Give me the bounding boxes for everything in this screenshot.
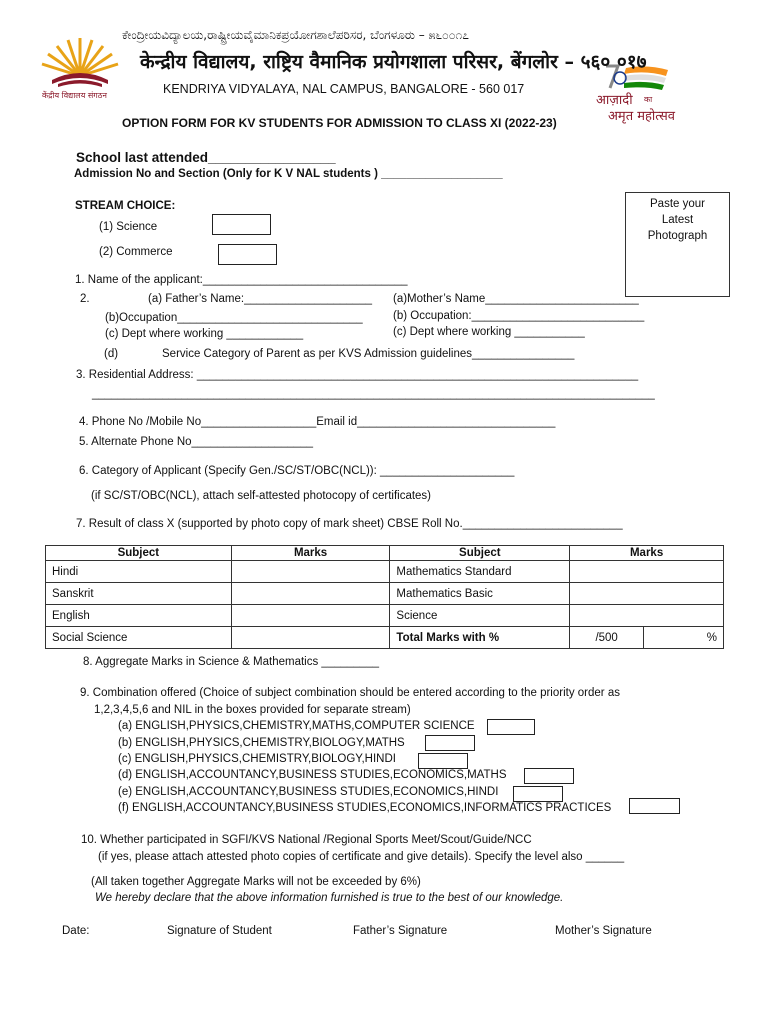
- combination-f: (f) ENGLISH,ACCOUNTANCY,BUSINESS STUDIES,ECONOMICS,INFORMATICS PRACTICES: [118, 802, 612, 814]
- azadi-text: आज़ादी: [596, 93, 633, 108]
- field-2d-number: (d): [104, 348, 119, 360]
- subject-cell: Mathematics Basic: [390, 583, 570, 605]
- header-kannada: ಕೇಂದ್ರೀಯವಿದ್ಯಾಲಯ,ರಾಷ್ಟ್ರೀಯವೈಮಾನಿಕಪ್ರಯೋಗಶಾಲೆಪರಿಸರ, ಬೆಂಗಳೂರು – ೫೬೦೦೧೭: [122, 28, 469, 42]
- marks-table: [45, 545, 724, 649]
- subject-cell: Sanskrit: [46, 583, 232, 605]
- category-field[interactable]: 6. Category of Applicant (Specify Gen./SC/ST/OBC(NCL)): _____________________: [79, 465, 515, 477]
- amrit-mahotsav-text: अमृत महोत्सव: [608, 109, 676, 124]
- residential-address-field[interactable]: 3. Residential Address: _____________________________________________________________________: [76, 369, 639, 381]
- stream-science-label: (1) Science: [99, 221, 158, 233]
- header-marks-2: Marks: [570, 546, 724, 561]
- combination-e: (e) ENGLISH,ACCOUNTANCY,BUSINESS STUDIES,ECONOMICS,HINDI: [118, 786, 499, 798]
- aggregate-marks-field[interactable]: 8. Aggregate Marks in Science & Mathematics _________: [83, 656, 379, 668]
- table-row: [46, 605, 724, 627]
- kvs-logo: [30, 32, 130, 104]
- marks-cell[interactable]: [570, 605, 724, 627]
- mother-occupation-field[interactable]: (b) Occupation:___________________________: [393, 310, 645, 322]
- combination-a: (a) ENGLISH,PHYSICS,CHEMISTRY,MATHS,COMPUTER SCIENCE: [118, 720, 475, 732]
- class-x-result-field[interactable]: 7. Result of class X (supported by photo copy of mark sheet) CBSE Roll No._________________________: [76, 518, 623, 530]
- table-header-row: [46, 546, 724, 561]
- total-marks-label: Total Marks with %: [390, 627, 570, 649]
- stream-choice-heading: STREAM CHOICE:: [75, 200, 176, 212]
- combination-a-box[interactable]: [487, 719, 535, 735]
- subject-cell: Mathematics Standard: [390, 561, 570, 583]
- photo-line-3: Photograph: [647, 230, 708, 242]
- alternate-phone-field[interactable]: 5. Alternate Phone No___________________: [79, 436, 314, 448]
- form-title: OPTION FORM FOR KV STUDENTS FOR ADMISSION TO CLASS XI (2022-23): [122, 116, 557, 130]
- table-row: [46, 561, 724, 583]
- subject-cell: Hindi: [46, 561, 232, 583]
- azadi-ka-text: का: [644, 95, 653, 104]
- student-signature-label: Signature of Student: [167, 925, 272, 937]
- combination-e-box[interactable]: [513, 786, 563, 802]
- category-note: (if SC/ST/OBC(NCL), attach self-attested photocopy of certificates): [91, 490, 432, 502]
- table-row: [46, 627, 724, 649]
- header-subject-1: Subject: [46, 546, 232, 561]
- stream-commerce-label: (2) Commerce: [99, 246, 173, 258]
- sports-participation-line-2[interactable]: (if yes, please attach attested photo copies of certificate and give details). Specify the level also ______: [98, 851, 625, 863]
- marks-cell[interactable]: [231, 605, 390, 627]
- combination-d-box[interactable]: [524, 768, 574, 784]
- service-category-field[interactable]: Service Category of Parent as per KVS Admission guidelines________________: [162, 348, 575, 360]
- combination-c-box[interactable]: [418, 753, 468, 769]
- school-last-attended: School last attended_________________: [76, 150, 336, 165]
- field-2-number: 2.: [80, 293, 90, 305]
- mother-signature-label: Mother’s Signature: [555, 925, 652, 937]
- marks-cell[interactable]: [570, 561, 724, 583]
- combination-c: (c) ENGLISH,PHYSICS,CHEMISTRY,BIOLOGY,HINDI: [118, 753, 396, 765]
- father-signature-label: Father’s Signature: [353, 925, 448, 937]
- header-marks-1: Marks: [231, 546, 390, 561]
- subject-cell: Social Science: [46, 627, 232, 649]
- marks-cell[interactable]: [570, 583, 724, 605]
- sports-participation-line-1: 10. Whether participated in SGFI/KVS National /Regional Sports Meet/Scout/Guide/NCC: [81, 834, 532, 846]
- science-checkbox[interactable]: [212, 214, 271, 235]
- header-hindi: केन्द्रीय विद्यालय, राष्ट्रिय वैमानिक प्रयोगशाला परिसर, बेंगलोर – ५६० ०१७: [140, 51, 647, 73]
- mother-name-field[interactable]: (a)Mother’s Name________________________: [393, 293, 639, 305]
- combination-b-box[interactable]: [425, 735, 475, 751]
- father-name-field[interactable]: (a) Father’s Name:____________________: [148, 293, 372, 305]
- header-english: KENDRIYA VIDYALAYA, NAL CAMPUS, BANGALORE - 560 017: [163, 82, 525, 96]
- father-occupation-field[interactable]: (b)Occupation_____________________________: [105, 312, 363, 324]
- marks-cell[interactable]: [231, 561, 390, 583]
- residential-address-line-2[interactable]: ________________________________________________________________________________________: [92, 388, 655, 400]
- mother-dept-field[interactable]: (c) Dept where working ___________: [393, 326, 585, 338]
- header-subject-2: Subject: [390, 546, 570, 561]
- declaration: We hereby declare that the above information furnished is true to the best of our knowledge.: [95, 892, 564, 904]
- subject-cell: English: [46, 605, 232, 627]
- father-dept-field[interactable]: (c) Dept where working ____________: [105, 328, 304, 340]
- aggregate-note: (All taken together Aggregate Marks will not be exceeded by 6%): [91, 876, 421, 888]
- applicant-name-field[interactable]: 1. Name of the applicant:________________________________: [75, 274, 408, 286]
- subject-cell: Science: [390, 605, 570, 627]
- combination-line-1: 9. Combination offered (Choice of subject combination should be entered according to the priority order as: [80, 687, 620, 699]
- photo-line-1: Paste your: [650, 198, 705, 210]
- marks-cell[interactable]: [231, 627, 390, 649]
- photograph-box: [625, 192, 730, 297]
- total-marks-cell[interactable]: /500: [570, 627, 644, 649]
- combination-d: (d) ENGLISH,ACCOUNTANCY,BUSINESS STUDIES,ECONOMICS,MATHS: [118, 769, 507, 781]
- date-label: Date:: [62, 925, 90, 937]
- combination-b: (b) ENGLISH,PHYSICS,CHEMISTRY,BIOLOGY,MATHS: [118, 737, 405, 749]
- combination-line-2: 1,2,3,4,5,6 and NIL in the boxes provided for separate stream): [94, 704, 411, 716]
- admission-no-section: Admission No and Section (Only for K V NAL students ) ___________________: [74, 168, 503, 180]
- table-row: [46, 583, 724, 605]
- phone-email-field[interactable]: 4. Phone No /Mobile No__________________Email id_______________________________: [79, 416, 556, 428]
- commerce-checkbox[interactable]: [218, 244, 277, 265]
- combination-f-box[interactable]: [629, 798, 680, 814]
- marks-cell[interactable]: [231, 583, 390, 605]
- photo-line-2: Latest: [661, 214, 694, 226]
- percentage-cell[interactable]: %: [644, 627, 724, 649]
- logo-caption: केंद्रीय विद्यालय संगठन: [42, 91, 107, 100]
